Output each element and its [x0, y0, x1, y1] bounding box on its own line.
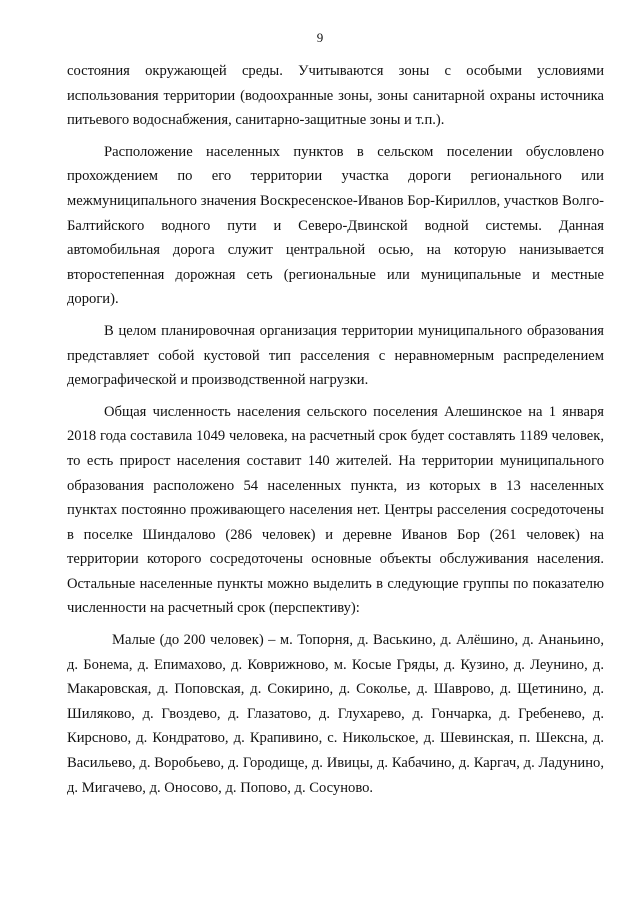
paragraph-population: Общая численность населения сельского поселения Алешинское на 1 января 2018 года составила 1049 человека, на расчетный срок будет составлять 1189 человек, то есть прирост населения составит 140 жителей. На территории муниципального образования расположено 54 населенных пункта, из которых в 13 населенных пунктах постоянно проживающего населения нет. Центры расселения сосредоточены в поселке Шиндалово (286 человек) и деревне Иванов Бор (261 человек) на территории которого сосредоточены основные объекты обслуживания населения. Остальные населенные пункты можно выделить в следующие группы по показателю численности на расчетный срок (перспективу):: [67, 403, 604, 617]
document-body: [67, 59, 604, 800]
paragraph-small-settlements: Малые (до 200 человек) – м. Топорня, д. Васькино, д. Алёшино, д. Ананьино, д. Бонема, д. Епимахово, д. Коврижново, м. Косые Гряды, д. Кузино, д. Леунино, д. Макаровская, д. Поповская, д. Сокирино, д. Соколье, д. Шаврово, д. Щетинино, д. Шиляково, д. Гвоздево, д. Глазатово, д. Глухарево, д. Гончарка, д. Гребенево, д. Кирсново, д. Кондратово, д. Крапивино, с. Никольское, д. Шевинская, п. Шексна, д. Васильево, д. Воробьево, д. Городище, д. Ивицы, д. Кабачино, д. Каргач, д. Ладунино, д. Мигачево, д. Оносово, д. Попово, д. Сосуново.: [67, 632, 604, 796]
paragraph-environment-zones: состояния окружающей среды. Учитываются зоны с особыми условиями использования территории (водоохранные зоны, зоны санитарной охраны источника питьевого водоснабжения, санитарно-защитные зоны и т.п.).: [67, 63, 604, 129]
page-number: 9: [316, 30, 324, 45]
paragraph-planning-organization: В целом планировочная организация территории муниципального образования представляет собой кустовой тип расселения с неравномерным распределением демографической и производственной нагрузки.: [67, 322, 604, 389]
paragraph-settlement-location: Расположение населенных пунктов в сельском поселении обусловлено прохождением по его территории участка дороги регионального или межмуниципального значения Воскресенское-Иванов Бор-Кириллов, участков Волго-Балтийского водного пути и Северо-Двинской водной системы. Данная автомобильная дорога служит центральной осью, на которую нанизывается второстепенная дорожная сеть (региональные или муниципальные и местные дороги).: [67, 143, 604, 308]
